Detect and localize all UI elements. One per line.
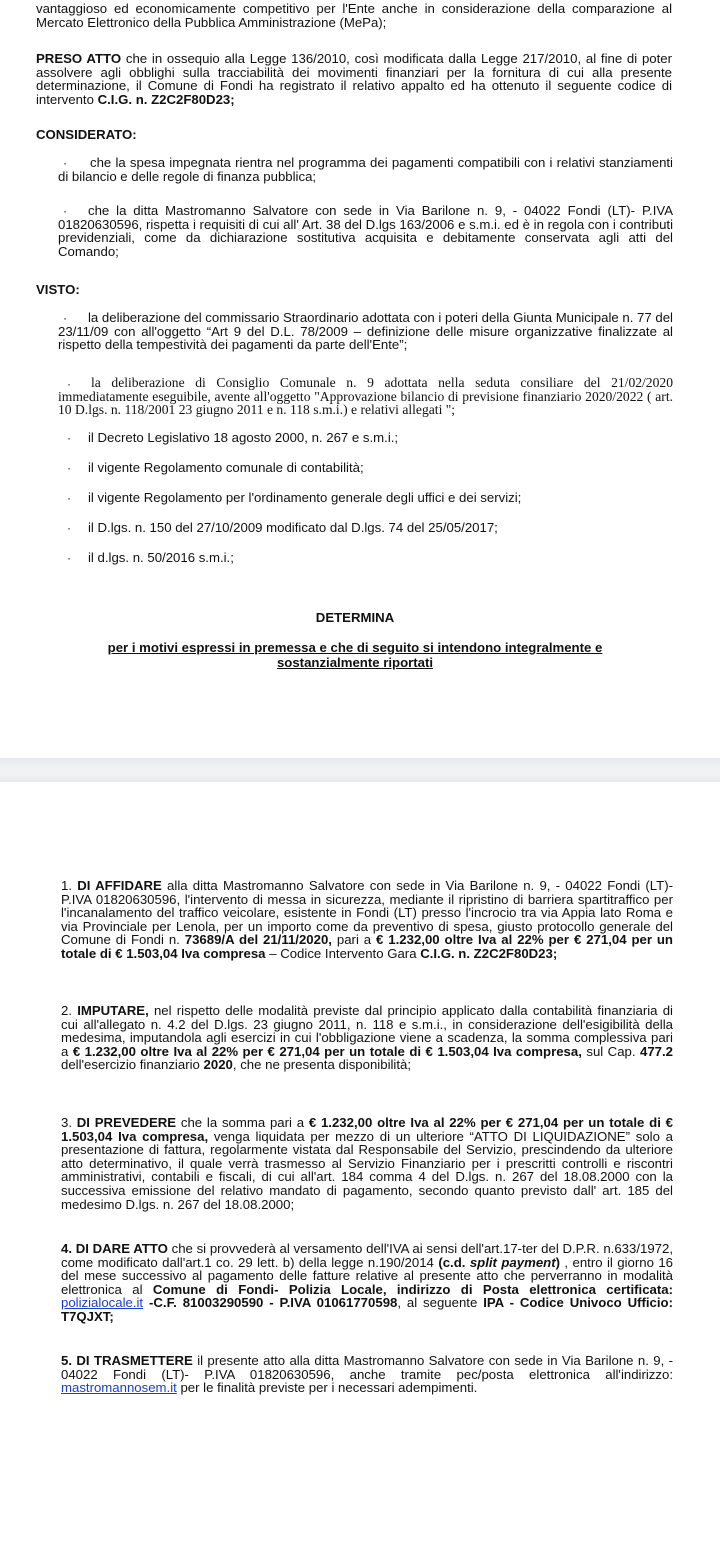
text-run: IMPUTARE, xyxy=(77,1003,149,1018)
bullet-marker: · xyxy=(67,431,71,445)
text-run: DI AFFIDARE xyxy=(77,878,162,893)
determination-item-5 xyxy=(61,1354,673,1395)
text-run: 2020 xyxy=(203,1057,233,1073)
text-run: il d.lgs. n. 50/2016 s.m.i.; xyxy=(88,550,234,565)
text-run: la deliberazione del commissario Straordinario adottata con i poteri della Giunta Municipale n. 77 del 23/11/09 con all'oggetto “Art 9 del D.L. 78/2009 – definizione delle misure organizzative finalizzate al rispetto della tempestività dei pagamenti da parte dell'Ente”; xyxy=(58,310,673,353)
text-run: la deliberazione di Consiglio Comunale n. 9 adottata nella seduta consiliare del 21/02/2020 immediatamente eseguibile, avente all'oggetto "Approvazione bilancio di previsione finanziario 2020/2022 ( art. 10 D.lgs. n. 118/2001 23 giugno 2011 e n. 118 s.m.i.) e relativi allegati "; xyxy=(58,375,673,418)
text-run: C.I.G. n. Z2C2F80D23; xyxy=(420,945,558,961)
text-run: ) xyxy=(555,1254,561,1270)
bullet-marker: · xyxy=(67,551,71,565)
text-run: (c.d. xyxy=(438,1254,470,1270)
bullet-marker: · xyxy=(67,521,71,535)
bullet-marker: · xyxy=(67,377,71,391)
determina-heading: DETERMINA xyxy=(315,610,395,625)
visto-item xyxy=(88,461,673,475)
page-separator xyxy=(0,758,720,782)
text-run: che la somma pari a xyxy=(176,1115,309,1130)
text-run: , che ne presenta disponibilità; xyxy=(232,1057,412,1073)
visto-item xyxy=(88,431,673,445)
text-run: il Decreto Legislativo 18 agosto 2000, n. 267 e s.m.i.; xyxy=(88,430,399,445)
text-run: il presente atto alla ditta Mastromanno Salvatore con sede in Via Barilone n. 9, - 04022 Fondi (LT)- P.IVA 01820630596, anche tramite pec/posta elettronica all'indirizzo: xyxy=(61,1353,673,1382)
motivi-line-2: sostanzialmente riportati xyxy=(276,655,434,670)
considerato-heading: CONSIDERATO: xyxy=(36,127,137,142)
preso-atto-paragraph xyxy=(36,52,672,106)
text-run: PRESO ATTO xyxy=(36,51,122,66)
text-run: alla ditta Mastromanno Salvatore con sede in Via Barilone n. 9, - 04022 Fondi (LT)- P.IVA 01820630596, l'intervento di messa in sicurezza, mediante il ripristino di barriera spartitraffico per l'incanalamento del traffico veicolare, esistente in Fondi (LT) presso l'incrocio tra via Appia lato Roma e via Provinciale per Lenola, per un importo come da preventivo di spesa, giusto protocollo generale del Comune di Fondi n. xyxy=(61,878,673,948)
text-run: Comune di Fondi- Polizia Locale, indirizzo di Posta elettronica certificata: xyxy=(152,1281,674,1297)
document-page-2 xyxy=(0,782,720,1560)
text-run: 1. xyxy=(61,878,78,893)
determination-item-3 xyxy=(61,1116,673,1211)
text-run: € 1.232,00 oltre Iva al 22% per € 271,04 per un totale di € 1.503,04 Iva compresa, xyxy=(61,1115,673,1144)
determination-item-1 xyxy=(61,879,673,961)
text-run: -C.F. 81003290590 - P.IVA 01061770598 xyxy=(149,1295,398,1311)
text-run: DI PREVEDERE xyxy=(76,1115,177,1130)
text-run: vantaggioso ed economicamente competitivo per l'Ente anche in considerazione della comparazione al Mercato Elettronico della Pubblica Amministrazione (MePa); xyxy=(36,1,672,30)
bullet-marker: · xyxy=(67,491,71,505)
text-run: venga liquidata per mezzo di un ulteriore “ATTO DI LIQUIDAZIONE” solo a presentazione di fattura, regolarmente vistata dal Responsabile del Servizio, prescindendo da ulteriore atto determinativo, il quale verrà trasmesso al Servizio Finanziario per i prescritti controlli e riscontri amministrativi, contabili e fiscali, di cui all'art. 184 comma 4 del D.lgs. n. 267 del 18.08.2000 con la successiva emissione del relativo mandato di pagamento, secondo quanto previsto dall' art. 185 del medesimo D.lgs. n. 267 del 18.08.2000; xyxy=(61,1128,673,1212)
text-run: 4. DI DARE ATTO xyxy=(61,1241,168,1256)
intro-paragraph xyxy=(36,2,672,29)
text-run: C.I.G. n. Z2C2F80D23; xyxy=(97,91,235,107)
text-run: € 1.232,00 oltre Iva al 22% per € 271,04 per un totale di € 1.503,04 Iva compresa, xyxy=(72,1043,582,1059)
email-link[interactable]: polizialocale.it xyxy=(61,1295,144,1311)
text-run: nel rispetto delle modalità previste dal principio applicato dalla contabilità finanziaria di cui all'allegato n. 4.2 del D.lgs. 23 giugno 2011, n. 118 e s.m.i., in considerazione dell'esigibilità della medesima, imputandola agli esercizi in cui l'obbligazione viene a scadenza, la somma complessiva pari a xyxy=(61,1003,673,1059)
text-run: 73689/A del 21/11/2020, xyxy=(184,932,332,948)
text-run: che in ossequio alla Legge 136/2010, così modificata dalla Legge 217/2010, al fine di poter assolvere agli obblighi sulla tracciabilità dei movimenti finanziari per la fornitura di cui alla presente determinazione, il Comune di Fondi ha registrato il relativo appalto ed ha ottenuto il seguente codice di intervento xyxy=(36,51,672,107)
text-run: € 1.232,00 oltre Iva al 22% per € 271,04 per un totale di € 1.503,04 Iva compresa xyxy=(61,932,673,961)
text-run: , al seguente xyxy=(397,1295,484,1311)
text-run: 3. xyxy=(61,1115,77,1130)
considerato-item xyxy=(58,156,673,183)
text-run: pari a xyxy=(331,932,377,948)
text-run: dell'esercizio finanziario xyxy=(61,1057,204,1073)
text-run: 2. xyxy=(61,1003,78,1018)
email-link[interactable]: mastromannosem.it xyxy=(61,1380,177,1396)
visto-item xyxy=(58,376,673,417)
considerato-item xyxy=(58,204,673,258)
text-run: il vigente Regolamento per l'ordinamento generale degli uffici e dei servizi; xyxy=(88,490,522,505)
motivi-line-1: per i motivi espressi in premessa e che di seguito si intendono integralmente e xyxy=(107,640,603,655)
visto-item xyxy=(88,521,673,535)
visto-heading: VISTO: xyxy=(36,282,80,297)
determination-item-2 xyxy=(61,1004,673,1072)
text-run: IPA - Codice Univoco Ufficio: T7QJXT; xyxy=(61,1295,674,1324)
visto-item xyxy=(58,311,673,352)
bullet-marker: · xyxy=(63,311,67,325)
text-run: , entro il giorno 16 del mese successivo al pagamento delle fatture relative al presente atto che perverranno in modalità elettronica al xyxy=(61,1254,673,1297)
text-run: che la ditta Mastromanno Salvatore con sede in Via Barilone n. 9, - 04022 Fondi (LT)- P.IVA 01820630596, rispetta i requisiti di cui all' Art. 38 del D.lgs 163/2006 e s.m.i. ed è in regola con i contributi previdenziali, come da dichiarazione sostitutiva acquisita e debitamente conservata agli atti del Comando; xyxy=(58,203,673,259)
visto-item xyxy=(88,491,673,505)
text-run: il vigente Regolamento comunale di contabilità; xyxy=(88,460,364,475)
text-run: – Codice Intervento Gara xyxy=(265,945,421,961)
bullet-marker: · xyxy=(63,156,67,170)
text-run: 5. DI TRASMETTERE xyxy=(61,1353,193,1368)
text-run: split payment xyxy=(469,1254,556,1270)
determination-item-4 xyxy=(61,1242,673,1324)
text-run: sul Cap. xyxy=(581,1043,640,1059)
document-page-1 xyxy=(0,0,720,758)
bullet-marker: · xyxy=(63,204,67,218)
text-run: che la spesa impegnata rientra nel programma dei pagamenti compatibili con i relativi stanziamenti di bilancio e delle regole di finanza pubblica; xyxy=(58,155,673,184)
text-run: per le finalità previste per i necessari adempimenti. xyxy=(176,1380,478,1396)
text-run: il D.lgs. n. 150 del 27/10/2009 modificato dal D.lgs. 74 del 25/05/2017; xyxy=(88,520,498,535)
bullet-marker: · xyxy=(67,461,71,475)
text-run: che si provvederà al versamento dell'IVA ai sensi dell'art.17-ter del D.P.R. n.633/1972, come modificato dall'art.1 co. 29 lett. b) della legge n.190/2014 xyxy=(61,1241,673,1270)
text-run: 477.2 xyxy=(640,1043,674,1059)
visto-item xyxy=(88,551,673,565)
